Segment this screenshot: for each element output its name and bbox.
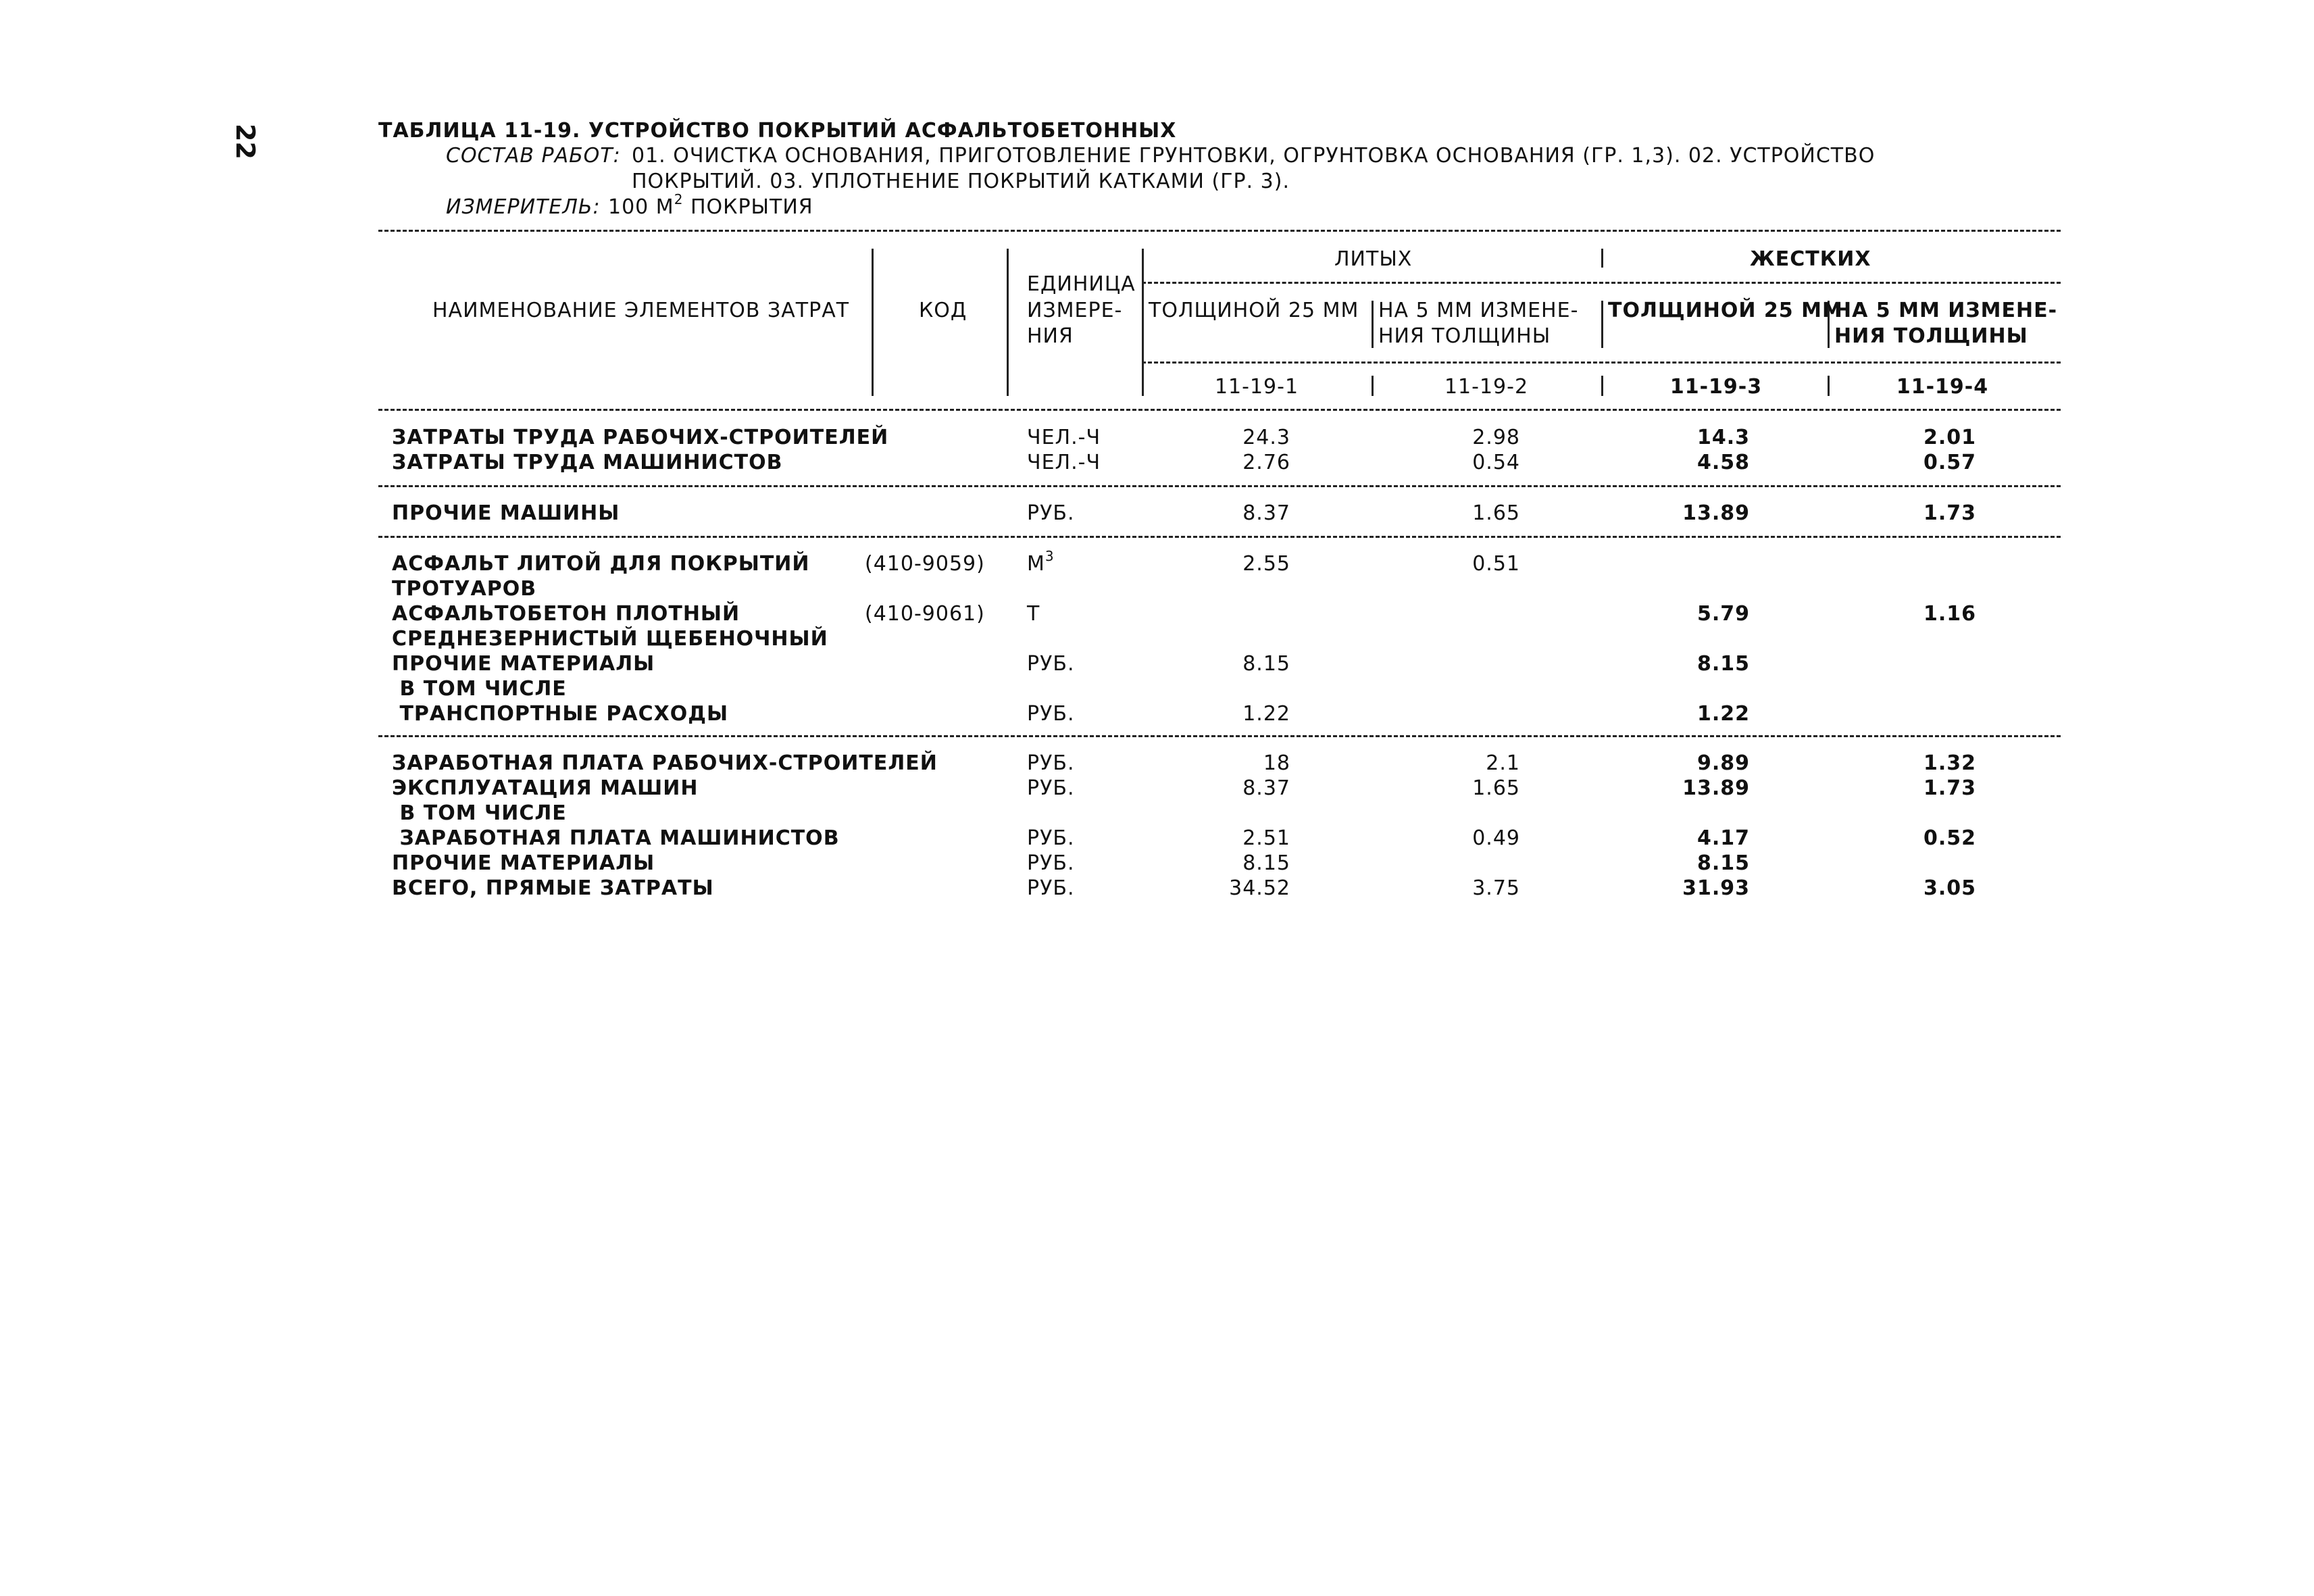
row-name: ПРОЧИЕ МАТЕРИАЛЫ bbox=[392, 652, 655, 676]
col-header-unit-2: ИЗМЕРЕ- bbox=[1027, 299, 1123, 322]
table-title: ТАБЛИЦА 11-19. УСТРОЙСТВО ПОКРЫТИЙ АСФАЛЬТОБЕТОННЫХ bbox=[378, 119, 1177, 143]
col-header-name: НАИМЕНОВАНИЕ ЭЛЕМЕНТОВ ЗАТРАТ bbox=[432, 299, 850, 322]
col-header-unit-3: НИЯ bbox=[1027, 324, 1074, 348]
row-unit: РУБ. bbox=[1027, 876, 1075, 900]
vline-c3b bbox=[1601, 376, 1603, 396]
row-unit: РУБ. bbox=[1027, 851, 1075, 875]
row-unit: $М^3$ bbox=[1027, 548, 1055, 576]
row-value-4: 2.01 bbox=[1923, 426, 1976, 449]
row-value-4: 1.16 bbox=[1923, 602, 1976, 626]
row-unit: РУБ. bbox=[1027, 776, 1075, 800]
row-name: ЗАТРАТЫ ТРУДА РАБОЧИХ-СТРОИТЕЛЕЙ bbox=[392, 426, 889, 449]
row-value-2: 0.51 bbox=[1472, 552, 1520, 576]
row-unit: ЧЕЛ.-Ч bbox=[1027, 451, 1101, 474]
row-value-3: 14.3 bbox=[1696, 426, 1750, 449]
rule-3 bbox=[378, 735, 2061, 737]
col2-code: 11-19-2 bbox=[1444, 375, 1529, 399]
row-value-3: 1.22 bbox=[1696, 702, 1750, 726]
row-value-3: 4.17 bbox=[1696, 826, 1750, 850]
vline-unit bbox=[1007, 249, 1009, 396]
row-value-1: 34.52 bbox=[1229, 876, 1290, 900]
row-value-3: 8.15 bbox=[1696, 652, 1750, 676]
rule-1 bbox=[378, 485, 2061, 487]
row-name: ПРОЧИЕ МАТЕРИАЛЫ bbox=[392, 851, 655, 875]
row-unit: РУБ. bbox=[1027, 751, 1075, 775]
row-unit: Т bbox=[1027, 602, 1040, 626]
col2-header-1: НА 5 ММ ИЗМЕНЕ- bbox=[1378, 299, 1579, 322]
row-name: ЗАРАБОТНАЯ ПЛАТА МАШИНИСТОВ bbox=[392, 826, 840, 850]
row-name: ПРОЧИЕ МАШИНЫ bbox=[392, 501, 620, 525]
row-name: ВСЕГО, ПРЯМЫЕ ЗАТРАТЫ bbox=[392, 876, 714, 900]
row-name: ЗАТРАТЫ ТРУДА МАШИНИСТОВ bbox=[392, 451, 783, 474]
row-value-1: 24.3 bbox=[1242, 426, 1290, 449]
row-value-1: 8.37 bbox=[1242, 501, 1290, 525]
row-value-4: 3.05 bbox=[1923, 876, 1976, 900]
row-unit: РУБ. bbox=[1027, 826, 1075, 850]
row-name: ТРАНСПОРТНЫЕ РАСХОДЫ bbox=[392, 702, 729, 726]
vline-c3a bbox=[1601, 301, 1603, 348]
row-value-1: 18 bbox=[1263, 751, 1290, 775]
row-value-1: 8.15 bbox=[1242, 652, 1290, 676]
vline-data bbox=[1142, 249, 1144, 396]
row-value-4: 1.73 bbox=[1923, 501, 1976, 525]
work-line-2: ПОКРЫТИЙ. 03. УПЛОТНЕНИЕ ПОКРЫТИЙ КАТКАМИ (ГР. 3). bbox=[632, 170, 1290, 193]
row-value-1: 2.55 bbox=[1242, 552, 1290, 576]
row-value-2: 2.1 bbox=[1486, 751, 1520, 775]
row-value-1: 1.22 bbox=[1242, 702, 1290, 726]
row-value-2: 2.98 bbox=[1472, 426, 1520, 449]
page-number: 22 bbox=[230, 124, 260, 159]
row-value-3: 9.89 bbox=[1696, 751, 1750, 775]
meter-value: 100 $М^2$ ПОКРЫТИЯ bbox=[608, 191, 813, 219]
row-name: АСФАЛЬТОБЕТОН ПЛОТНЫЙ bbox=[392, 602, 740, 626]
row-name: СРЕДНЕЗЕРНИСТЫЙ ЩЕБЕНОЧНЫЙ bbox=[392, 627, 828, 651]
rule-top bbox=[378, 230, 2061, 232]
row-name: ТРОТУАРОВ bbox=[392, 577, 537, 601]
rule-2 bbox=[378, 536, 2061, 538]
row-value-2: 0.54 bbox=[1472, 451, 1520, 474]
row-value-2: 0.49 bbox=[1472, 826, 1520, 850]
col1-code: 11-19-1 bbox=[1214, 375, 1299, 399]
row-value-4: 1.32 bbox=[1923, 751, 1976, 775]
row-value-3: 13.89 bbox=[1682, 776, 1750, 800]
rule-group bbox=[1142, 282, 2061, 284]
row-value-1: 8.15 bbox=[1242, 851, 1290, 875]
row-value-2: 3.75 bbox=[1472, 876, 1520, 900]
row-value-1: 2.51 bbox=[1242, 826, 1290, 850]
work-line-1: 01. ОЧИСТКА ОСНОВАНИЯ, ПРИГОТОВЛЕНИЕ ГРУНТОВКИ, ОГРУНТОВКА ОСНОВАНИЯ (ГР. 1,3). 02. УСТРОЙСТВО bbox=[632, 144, 1876, 168]
row-value-1: 2.76 bbox=[1242, 451, 1290, 474]
row-value-3: 31.93 bbox=[1682, 876, 1750, 900]
row-value-1: 8.37 bbox=[1242, 776, 1290, 800]
row-name: АСФАЛЬТ ЛИТОЙ ДЛЯ ПОКРЫТИЙ bbox=[392, 552, 810, 576]
meter-label: ИЗМЕРИТЕЛЬ: bbox=[446, 195, 601, 219]
vline-c2a bbox=[1372, 301, 1374, 348]
row-value-3: 8.15 bbox=[1696, 851, 1750, 875]
row-value-3: 5.79 bbox=[1696, 602, 1750, 626]
row-unit: РУБ. bbox=[1027, 652, 1075, 676]
group-cast: ЛИТЫХ bbox=[1334, 247, 1413, 271]
col4-code: 11-19-4 bbox=[1896, 375, 1989, 399]
col3-code: 11-19-3 bbox=[1669, 375, 1763, 399]
row-code: (410-9059) bbox=[865, 552, 985, 576]
row-unit: ЧЕЛ.-Ч bbox=[1027, 426, 1101, 449]
col4-header-2: НИЯ ТОЛЩИНЫ bbox=[1834, 324, 2028, 348]
row-value-3: 13.89 bbox=[1682, 501, 1750, 525]
vline-group bbox=[1601, 249, 1603, 268]
col4-header-1: НА 5 ММ ИЗМЕНЕ- bbox=[1834, 299, 2058, 322]
row-unit: РУБ. bbox=[1027, 501, 1075, 525]
row-value-4: 0.52 bbox=[1923, 826, 1976, 850]
row-name: В ТОМ ЧИСЛЕ bbox=[392, 677, 567, 701]
row-name: ЭКСПЛУАТАЦИЯ МАШИН bbox=[392, 776, 699, 800]
row-value-2: 1.65 bbox=[1472, 776, 1520, 800]
vline-c2b bbox=[1372, 376, 1374, 396]
work-label: СОСТАВ РАБОТ: bbox=[446, 144, 621, 168]
col-header-unit-1: ЕДИНИЦА bbox=[1027, 272, 1136, 296]
col-header-code: КОД bbox=[919, 299, 967, 322]
col2-header-2: НИЯ ТОЛЩИНЫ bbox=[1378, 324, 1551, 348]
row-unit: РУБ. bbox=[1027, 702, 1075, 726]
row-value-3: 4.58 bbox=[1696, 451, 1750, 474]
vline-c4b bbox=[1828, 376, 1830, 396]
row-code: (410-9061) bbox=[865, 602, 985, 626]
vline-code bbox=[872, 249, 874, 396]
row-value-4: 0.57 bbox=[1923, 451, 1976, 474]
col1-header: ТОЛЩИНОЙ 25 ММ bbox=[1149, 299, 1359, 322]
row-name: В ТОМ ЧИСЛЕ bbox=[392, 801, 567, 825]
rule-header-bottom bbox=[378, 409, 2061, 411]
row-value-2: 1.65 bbox=[1472, 501, 1520, 525]
rule-codes bbox=[1142, 361, 2061, 364]
row-name: ЗАРАБОТНАЯ ПЛАТА РАБОЧИХ-СТРОИТЕЛЕЙ bbox=[392, 751, 938, 775]
row-value-4: 1.73 bbox=[1923, 776, 1976, 800]
group-rigid: ЖЕСТКИХ bbox=[1750, 247, 1871, 271]
col3-header: ТОЛЩИНОЙ 25 ММ bbox=[1608, 299, 1843, 322]
